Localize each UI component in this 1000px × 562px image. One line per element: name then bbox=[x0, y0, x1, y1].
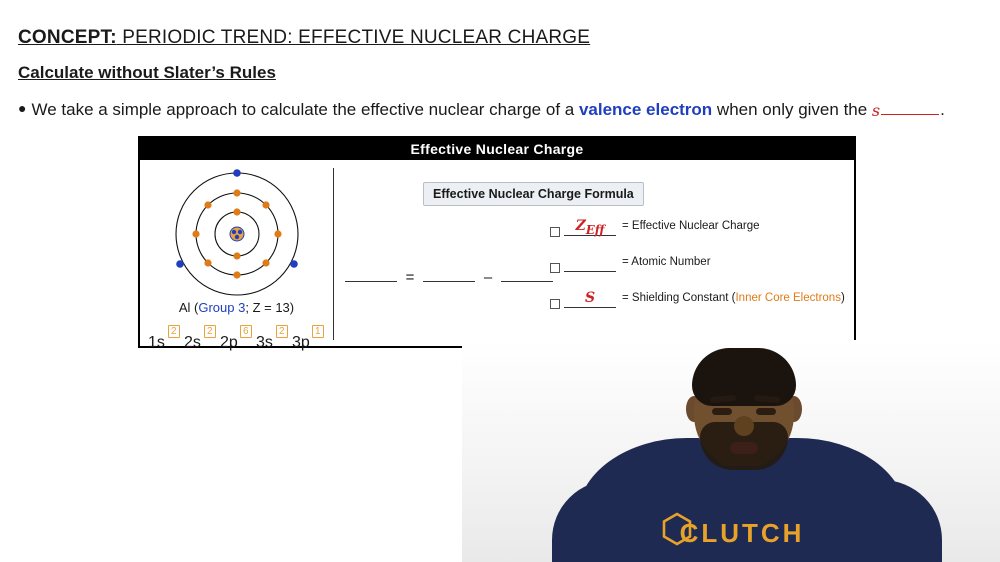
orbital-1s: 1s bbox=[148, 334, 165, 351]
equation-blank-s bbox=[501, 268, 553, 282]
handwritten-answer: s bbox=[871, 101, 881, 120]
bullet-statement bbox=[18, 100, 945, 120]
brand-logo-text: CLUTCH bbox=[679, 518, 805, 548]
page-title bbox=[18, 27, 590, 49]
legend-row-zeff bbox=[550, 218, 850, 254]
orbital-3p-superscript: 1 bbox=[312, 325, 324, 338]
atom-z: ; Z = 13) bbox=[245, 300, 295, 315]
orbital-3s-superscript: 2 bbox=[276, 325, 288, 338]
equation-minus: – bbox=[483, 269, 493, 286]
checkbox-z[interactable] bbox=[550, 263, 560, 273]
legend-note-s-close: ) bbox=[840, 292, 845, 304]
orbital-3p: 3p bbox=[292, 334, 310, 351]
formula-legend bbox=[550, 218, 850, 326]
equation-equals: = bbox=[405, 269, 415, 286]
legend-row-z bbox=[550, 254, 850, 290]
symbol-s: S bbox=[564, 290, 616, 308]
formula-badge: Effective Nuclear Charge Formula bbox=[423, 182, 644, 206]
presenter-mouth bbox=[730, 442, 758, 454]
bullet-text-before: We take a simple approach to calculate the effective nuclear charge of a bbox=[31, 100, 579, 119]
atom-caption bbox=[140, 300, 333, 315]
legend-desc-s bbox=[622, 292, 845, 304]
presenter-hair bbox=[692, 348, 796, 406]
presenter-eye-right bbox=[756, 408, 776, 415]
bullet-icon: ● bbox=[18, 100, 27, 116]
legend-desc-s-text: = Shielding Constant ( bbox=[622, 292, 736, 304]
atom-symbol: Al ( bbox=[178, 300, 199, 315]
bohr-model-diagram bbox=[140, 160, 333, 351]
symbol-zeff-letter: Z bbox=[575, 218, 586, 234]
symbol-zeff-sub: Eff bbox=[585, 222, 605, 237]
legend-desc-z: = Atomic Number bbox=[622, 256, 711, 268]
equation-blank-z bbox=[423, 268, 475, 282]
presenter-video[interactable] bbox=[462, 340, 1000, 562]
presenter-nose bbox=[734, 416, 754, 436]
legend-desc-zeff: = Effective Nuclear Charge bbox=[622, 220, 760, 232]
checkbox-s[interactable] bbox=[550, 299, 560, 309]
effective-nuclear-charge-figure bbox=[138, 136, 856, 351]
bullet-period: . bbox=[940, 100, 945, 119]
orbital-2p: 2p bbox=[220, 334, 238, 351]
legend-row-s bbox=[550, 290, 850, 326]
symbol-zeff bbox=[564, 218, 616, 236]
orbital-2s: 2s bbox=[184, 334, 201, 351]
bullet-highlight: valence electron bbox=[578, 100, 713, 119]
orbital-2s-superscript: 2 bbox=[204, 325, 216, 338]
concept-title: PERIODIC TREND: EFFECTIVE NUCLEAR CHARGE bbox=[116, 27, 591, 48]
electron-configuration bbox=[140, 328, 333, 358]
atom-group: Group 3 bbox=[198, 300, 246, 315]
symbol-z bbox=[564, 254, 616, 272]
figure-divider bbox=[333, 168, 334, 340]
concept-label: CONCEPT: bbox=[18, 27, 117, 48]
orbital-1s-superscript: 2 bbox=[168, 325, 180, 338]
figure-body bbox=[140, 160, 854, 351]
bohr-model-svg bbox=[140, 160, 333, 310]
legend-note-s: Inner Core Electrons bbox=[735, 292, 841, 304]
presenter-eye-left bbox=[712, 408, 732, 415]
orbital-2p-superscript: 6 bbox=[240, 325, 252, 338]
formula-equation bbox=[345, 268, 553, 286]
orbital-3s: 3s bbox=[256, 334, 273, 351]
checkbox-zeff[interactable] bbox=[550, 227, 560, 237]
section-subtitle: Calculate without Slater’s Rules bbox=[18, 63, 276, 82]
bullet-text-after: when only given the bbox=[712, 100, 872, 119]
equation-blank-zeff bbox=[345, 268, 397, 282]
figure-title: Effective Nuclear Charge bbox=[140, 138, 854, 160]
answer-blank bbox=[881, 100, 939, 115]
